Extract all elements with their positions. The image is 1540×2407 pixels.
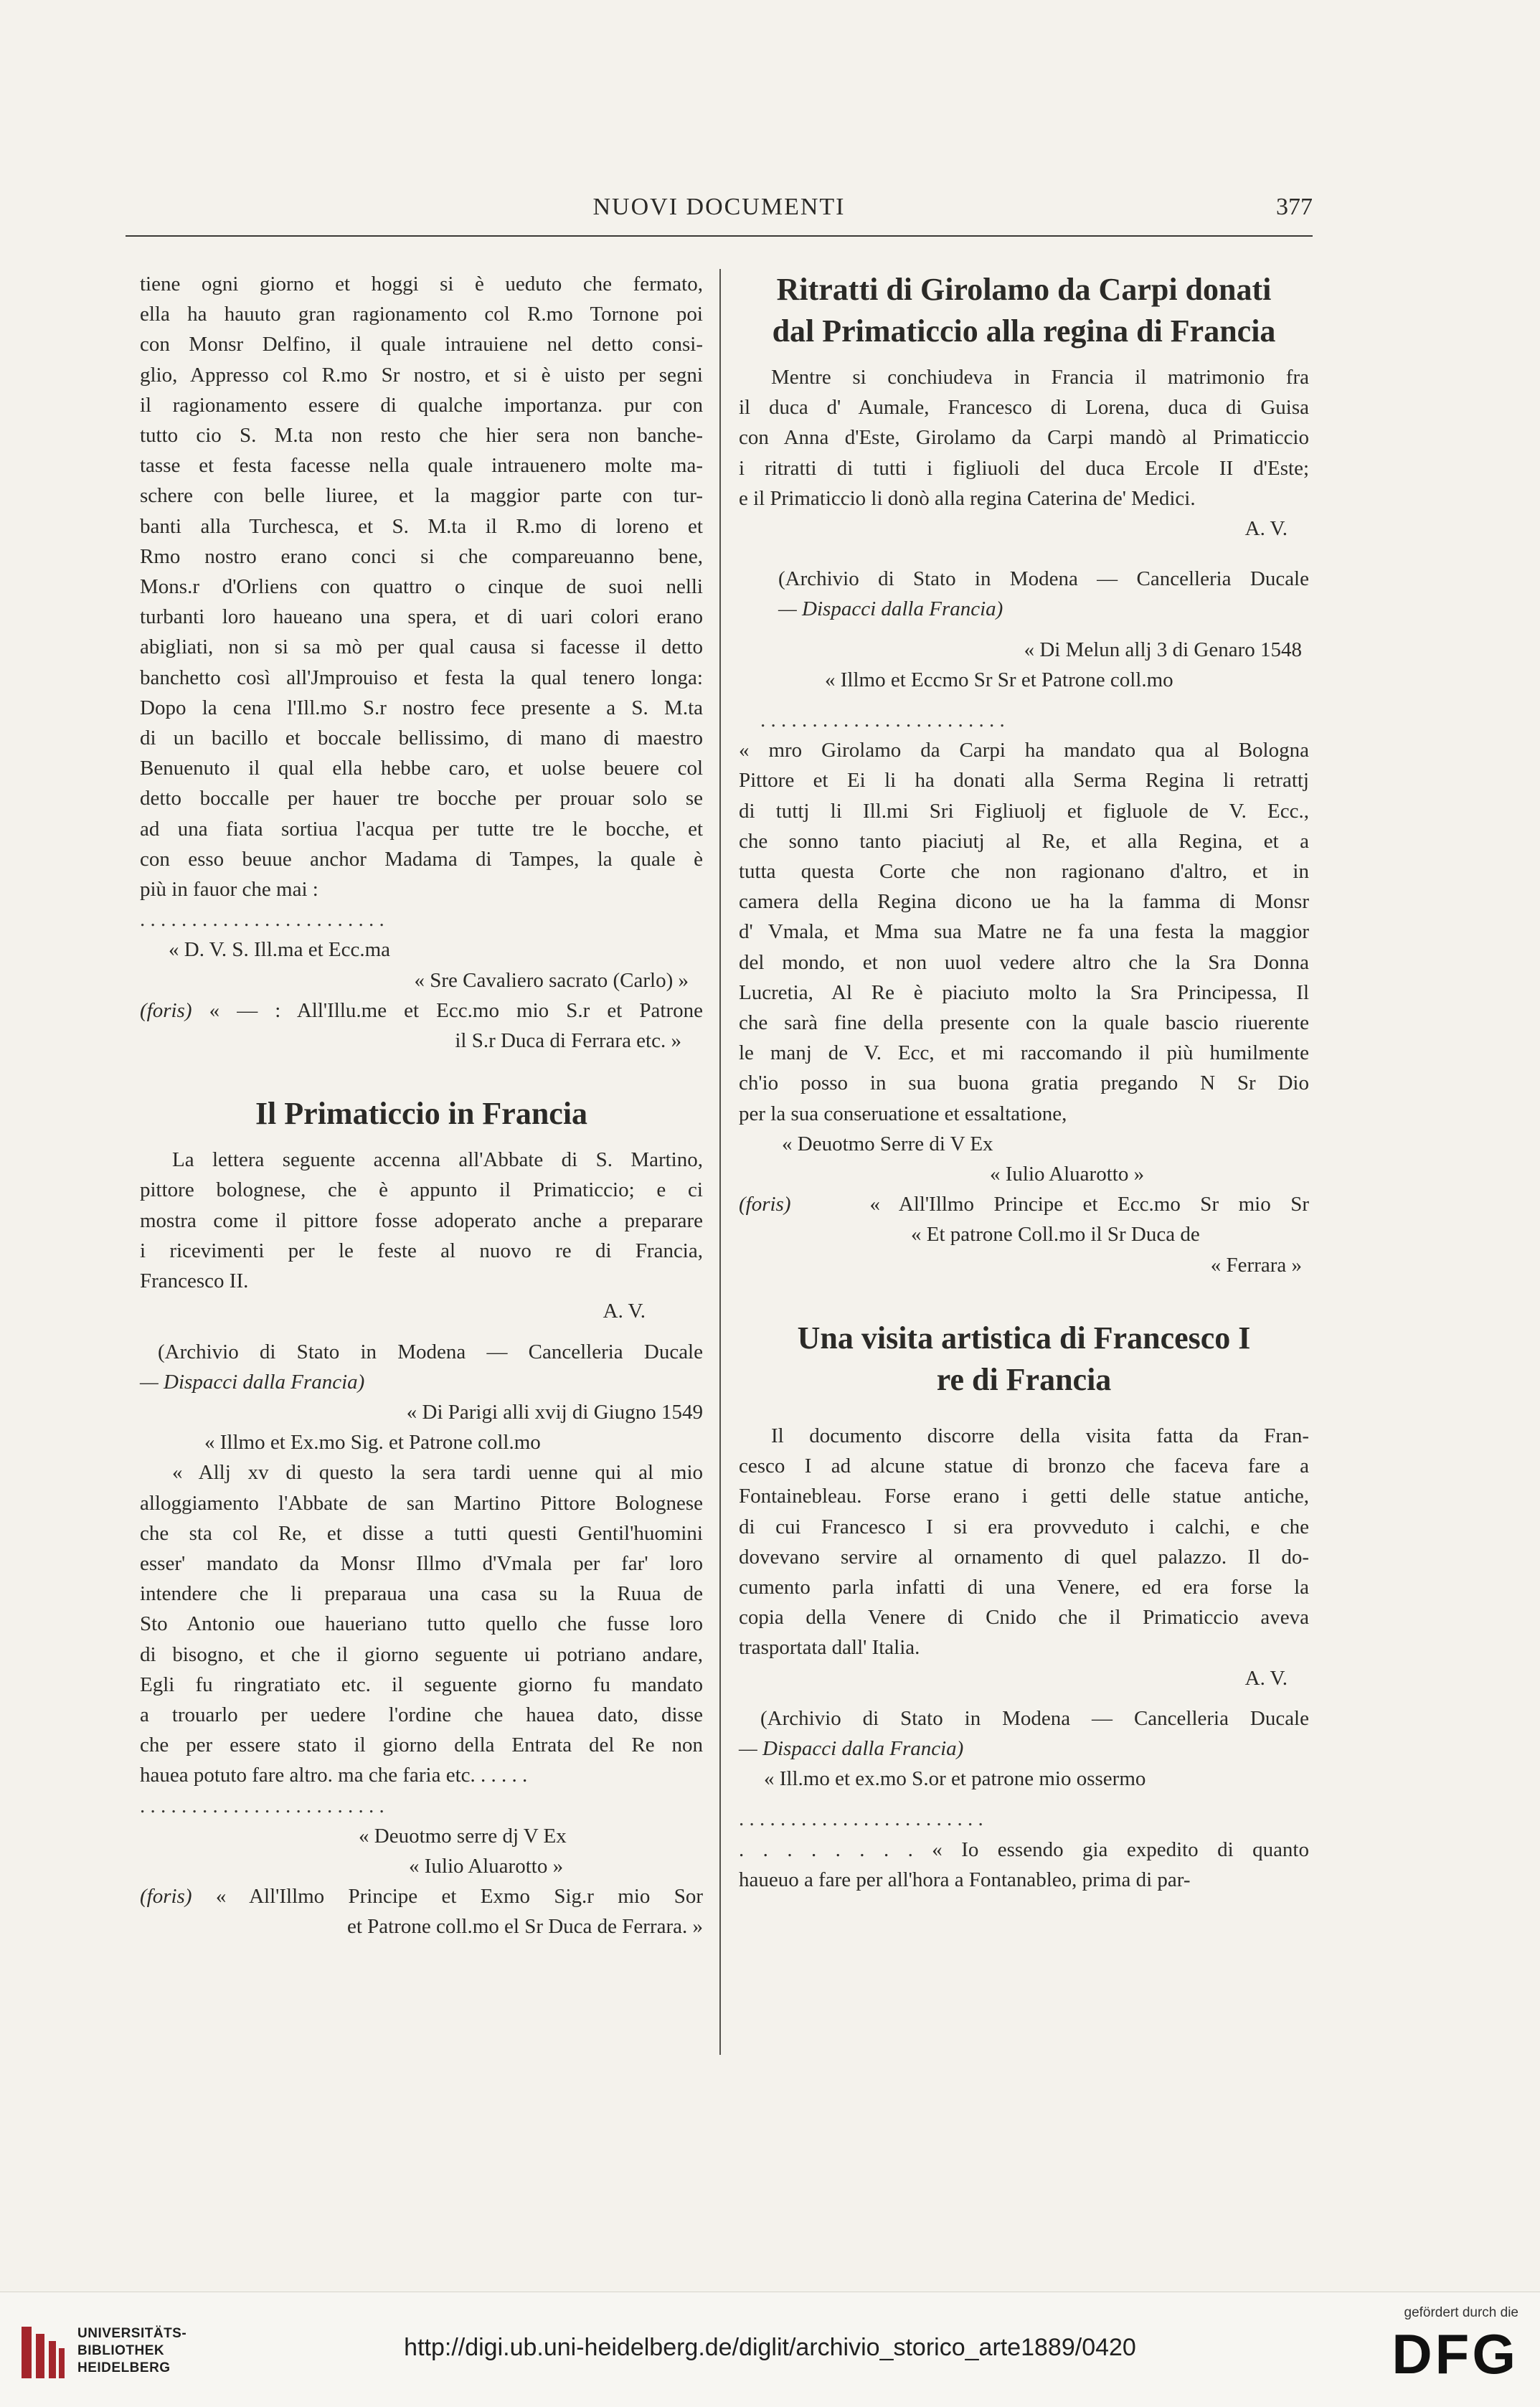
archive-reference: (Archivio di Stato in Modena — Cancelleria Ducale	[778, 567, 1309, 591]
column-divider	[719, 269, 721, 2055]
text-line: glio, Appresso col R.mo Sr nostro, et si è uisto per segni	[140, 363, 703, 387]
text-line: banchetto così all'Jmprouiso et festa la qual tenero longa:	[140, 666, 703, 689]
text-line: Pittore et Ei li ha donati alla Serma Regina li retrattj	[739, 769, 1309, 793]
text-line: di cui Francesco I si era provveduto i calchi, e che	[739, 1515, 1309, 1538]
text-line: Lucretia, Al Re è piaciuto molto la Sra Principessa, Il	[739, 980, 1309, 1004]
letter-date: « Di Parigi alli xvij di Giugno 1549	[406, 1400, 703, 1424]
text-line: mostra come il pittore fosse adoperato anche a preparare	[140, 1209, 703, 1232]
archive-reference-source: — Dispacci dalla Francia)	[140, 1370, 365, 1394]
dfg-wordmark: DFG	[1392, 2322, 1518, 2385]
text-line: le manj de V. Ecc, et mi raccomando il più humilmente	[739, 1041, 1309, 1065]
text-line: che sarà fine della presente con la quale bascio riuerente	[739, 1011, 1309, 1035]
text-line: più in fauor che mai :	[140, 878, 318, 902]
text-line: schere con belle liuree, et la maggior parte con tur-	[140, 484, 703, 508]
foris-label: (foris)	[140, 1885, 192, 1909]
text-line: con Anna d'Este, Girolamo da Carpi mandò al Primaticcio	[739, 426, 1309, 450]
closing-line: « Sre Cavaliero sacrato (Carlo) »	[414, 968, 689, 992]
closing-line: « All'Illmo Principe et Ecc.mo Sr mio Sr	[869, 1193, 1309, 1216]
section-intro	[739, 1421, 1309, 1663]
text-line: dovevano servire al ornamento di quel palazzo. Il do-	[739, 1545, 1309, 1569]
funding-caption: gefördert durch die	[1404, 2305, 1518, 2320]
section-title-line: Ritratti di Girolamo da Carpi donati	[776, 272, 1272, 307]
closing-line: « Iulio Aluarotto »	[990, 1163, 1145, 1186]
closing-foris-line	[140, 1881, 703, 1911]
section-title-line: re di Francia	[936, 1361, 1112, 1397]
section-title: Il Primaticcio in Francia	[255, 1096, 588, 1132]
letter-continuation	[140, 269, 703, 904]
text-line: tiene ogni giorno et hoggi si è ueduto che fermato,	[140, 273, 703, 295]
letter-salutation: « Illmo et Ex.mo Sig. et Patrone coll.mo	[204, 1431, 541, 1455]
text-line: per la sua conseruatione et essaltatione,	[739, 1102, 1067, 1125]
permalink-url[interactable]: http://digi.ub.uni-heidelberg.de/diglit/archivio_storico_arte1889/0420	[404, 2334, 1136, 2361]
text-line: esser' mandato da Monsr Illmo d'Vmala per far' loro	[140, 1551, 703, 1575]
letter-date: « Di Melun allj 3 di Genaro 1548	[1024, 638, 1302, 661]
letter-body	[739, 735, 1309, 1129]
closing-line: « — : All'Illu.me et Ecc.mo mio S.r et Patrone	[209, 998, 703, 1022]
text-line: con Monsr Delfino, il quale intrauiene nel detto consi-	[140, 333, 703, 356]
closing-foris-line	[739, 1189, 1309, 1219]
page-number: 377	[1276, 194, 1313, 220]
letter-body	[140, 1457, 703, 1790]
text-line: ch'io posso in sua buona gratia pregando N Sr Dio	[739, 1072, 1309, 1095]
text-line: tutta questa Corte che non ragionano d'altro, et in	[739, 860, 1309, 884]
dfg-funding-logo[interactable]	[1371, 2305, 1518, 2398]
ellipsis-dots: . . . . . . . . . . . . . . . . . . . . . . . .	[140, 1794, 384, 1817]
text-line: . . . . . . . . « Io essendo gia expedito di quanto	[739, 1838, 1309, 1861]
text-line: Fontainebleau. Forse erano i getti delle statue antiche,	[739, 1485, 1309, 1508]
text-line: camera della Regina dicono ue ha la famma di Monsr	[739, 890, 1309, 914]
text-line: che sonno tanto piaciutj al Re, et alla Regina, et a	[739, 829, 1309, 853]
text-line: banti alla Turchesca, et S. M.ta il R.mo di loreno et	[140, 514, 703, 538]
text-line: cumento parla infatti di una Venere, ed era forse la	[739, 1575, 1309, 1599]
library-name-line: UNIVERSITÄTS-	[77, 2326, 187, 2341]
text-line: ad una fiata sortiua l'acqua per tutte tre le bocche, et	[140, 817, 703, 841]
text-line: Il documento discorre della visita fatta da Fran-	[771, 1424, 1309, 1447]
letter-closing	[140, 1821, 703, 1942]
foris-label: (foris)	[140, 998, 192, 1022]
archive-reference-source: — Dispacci dalla Francia)	[739, 1736, 964, 1760]
text-line: detto boccalle per hauer tre bocche per prouar solo se	[140, 787, 703, 810]
text-line: abigliati, non si sa mò per qual causa si facesse il detto	[140, 635, 703, 659]
left-column	[140, 269, 703, 1942]
text-line: « Allj xv di questo la sera tardi uenne qui al mio	[172, 1461, 703, 1485]
text-line: che sta col Re, et disse a tutti questi Gentil'huomini	[140, 1521, 703, 1545]
text-line: di tuttj li Ill.mi Sri Figliuolj et figluole de V. Ecc.,	[739, 799, 1309, 823]
text-line: Benuenuto il qual ella hebbe caro, et uolse beuere col	[140, 757, 703, 780]
text-line: haueuo a fare per all'hora a Fontanableo, prima di par-	[739, 1868, 1191, 1891]
closing-line: et Patrone coll.mo el Sr Duca de Ferrara. »	[346, 1915, 703, 1939]
viewer-footer	[0, 2292, 1540, 2407]
text-line: il ragionamento essere di qualche importanza. pur con	[140, 393, 703, 417]
text-line: Rmo nostro erano conci si che compareuanno bene,	[140, 544, 703, 568]
archive-reference: (Archivio di Stato in Modena — Cancelleria Ducale	[158, 1340, 703, 1363]
ellipsis-dots: . . . . . . . . . . . . . . . . . . . . . . . .	[140, 908, 384, 932]
closing-line: « Deuotmo serre dj V Ex	[359, 1824, 567, 1848]
text-line: trasportata dall' Italia.	[739, 1636, 920, 1660]
text-line: La lettera seguente accenna all'Abbate di S. Martino,	[172, 1148, 703, 1172]
archive-reference-source: — Dispacci dalla Francia)	[778, 597, 1003, 621]
foris-label: (foris)	[739, 1193, 791, 1216]
section-intro	[140, 1145, 703, 1296]
letter-closing	[739, 1129, 1309, 1280]
closing-line: « Deuotmo Serre di V Ex	[782, 1132, 993, 1155]
text-line: Francesco II.	[140, 1269, 249, 1293]
ellipsis-dots: . . . . . . . . . . . . . . . . . . . . . . . .	[760, 709, 1005, 732]
right-column	[739, 269, 1309, 1895]
text-line: pittore bolognese, che è appunto il Primaticcio; e ci	[140, 1178, 703, 1202]
text-line: turbanti loro haueano una spera, et di uari colori erano	[140, 605, 703, 629]
header-rule	[126, 235, 1313, 237]
section-title-line: dal Primaticcio alla regina di Francia	[772, 313, 1276, 349]
text-line: di bisogno, et che il giorno seguente ui potriano andare,	[140, 1642, 703, 1666]
closing-line: « Et patrone Coll.mo il Sr Duca de	[911, 1223, 1200, 1247]
closing-foris-line	[140, 996, 703, 1026]
author-signature: A. V.	[1244, 517, 1288, 541]
letter-body	[739, 1835, 1309, 1895]
text-line: che per essere stato il giorno della Entrata del Re non	[140, 1734, 703, 1757]
text-line: Mons.r d'Orliens con quattro o cinque de suoi nelli	[140, 575, 703, 599]
letter-salutation: « Ill.mo et ex.mo S.or et patrone mio ossermo	[764, 1767, 1146, 1791]
text-line: intendere che li preparaua una casa su la Ruua de	[140, 1582, 703, 1606]
author-signature: A. V.	[603, 1300, 646, 1323]
library-name-line: BIBLIOTHEK	[77, 2343, 165, 2358]
text-line: del mondo, et non uuol vedere altro che la Sra Donna	[739, 950, 1309, 974]
text-line: « mro Girolamo da Carpi ha mandato qua al Bologna	[739, 739, 1309, 762]
text-line: i ricevimenti per le feste al nuovo re di Francia,	[140, 1239, 703, 1262]
text-line: alloggiamento l'Abbate de san Martino Pittore Bolognese	[140, 1491, 703, 1515]
text-line: i ritratti di tutti i figliuoli del duca Ercole II d'Este;	[739, 456, 1309, 480]
text-line: con esso beuue anchor Madama di Tampes, la quale è	[140, 847, 703, 871]
text-line: copia della Venere di Cnido che il Primaticcio aveva	[739, 1606, 1309, 1630]
letter-closing	[140, 935, 703, 1056]
section-title-line: Una visita artistica di Francesco I	[797, 1320, 1251, 1356]
text-line: e il Primaticcio li donò alla regina Caterina de' Medici.	[739, 486, 1196, 510]
text-line: Mentre si conchiudeva in Francia il matrimonio fra	[771, 366, 1309, 389]
text-line: d' Vmala, et Mma sua Matre ne fa una festa la maggior	[739, 920, 1309, 944]
text-line: tasse et festa facesse nella quale intrauenero molte ma-	[140, 454, 703, 478]
text-line: tutto cio S. M.ta non resto che hier sera non banche-	[140, 424, 703, 448]
archive-reference: (Archivio di Stato in Modena — Cancelleria Ducale	[760, 1706, 1309, 1730]
section-intro	[739, 362, 1309, 514]
closing-line: « All'Illmo Principe et Exmo Sig.r mio Sor	[215, 1885, 704, 1909]
text-line: Dopo la cena l'Ill.mo S.r nostro fece presente a S. M.ta	[140, 696, 703, 719]
section-title	[739, 269, 1309, 352]
text-line: ella ha hauuto gran ragionamento col R.mo Tornone poi	[140, 303, 703, 326]
closing-line: il S.r Duca di Ferrara etc. »	[455, 1029, 681, 1053]
running-title: NUOVI DOCUMENTI	[592, 194, 846, 220]
ellipsis-dots: . . . . . . . . . . . . . . . . . . . . . . . .	[739, 1807, 983, 1831]
page-header	[126, 194, 1313, 237]
text-line: cesco I ad alcune statue di bronzo che faceva fare a	[739, 1455, 1309, 1478]
library-name-line: HEIDELBERG	[77, 2360, 171, 2375]
text-line: di un bacillo et boccale bellissimo, di mano di maestro	[140, 727, 703, 750]
text-line: a trouarlo per uedere l'ordine che hauea dato, disse	[140, 1703, 703, 1726]
text-line: hauea potuto fare altro. ma che faria etc. . . . . .	[140, 1764, 528, 1787]
section-title	[739, 1318, 1309, 1401]
closing-line: « Iulio Aluarotto »	[409, 1854, 564, 1878]
author-signature: A. V.	[1244, 1666, 1288, 1690]
letter-salutation: « Illmo et Eccmo Sr Sr et Patrone coll.mo	[825, 668, 1173, 691]
text-line: il duca d' Aumale, Francesco di Lorena, duca di Guisa	[739, 396, 1309, 420]
text-line: Egli fu ringratiato etc. il seguente giorno fu mandato	[140, 1673, 703, 1696]
text-line: Sto Antonio oue haueriano tutto quello che fusse loro	[140, 1612, 703, 1636]
closing-line: « D. V. S. Ill.ma et Ecc.ma	[169, 938, 391, 962]
closing-line: « Ferrara »	[1210, 1253, 1302, 1277]
